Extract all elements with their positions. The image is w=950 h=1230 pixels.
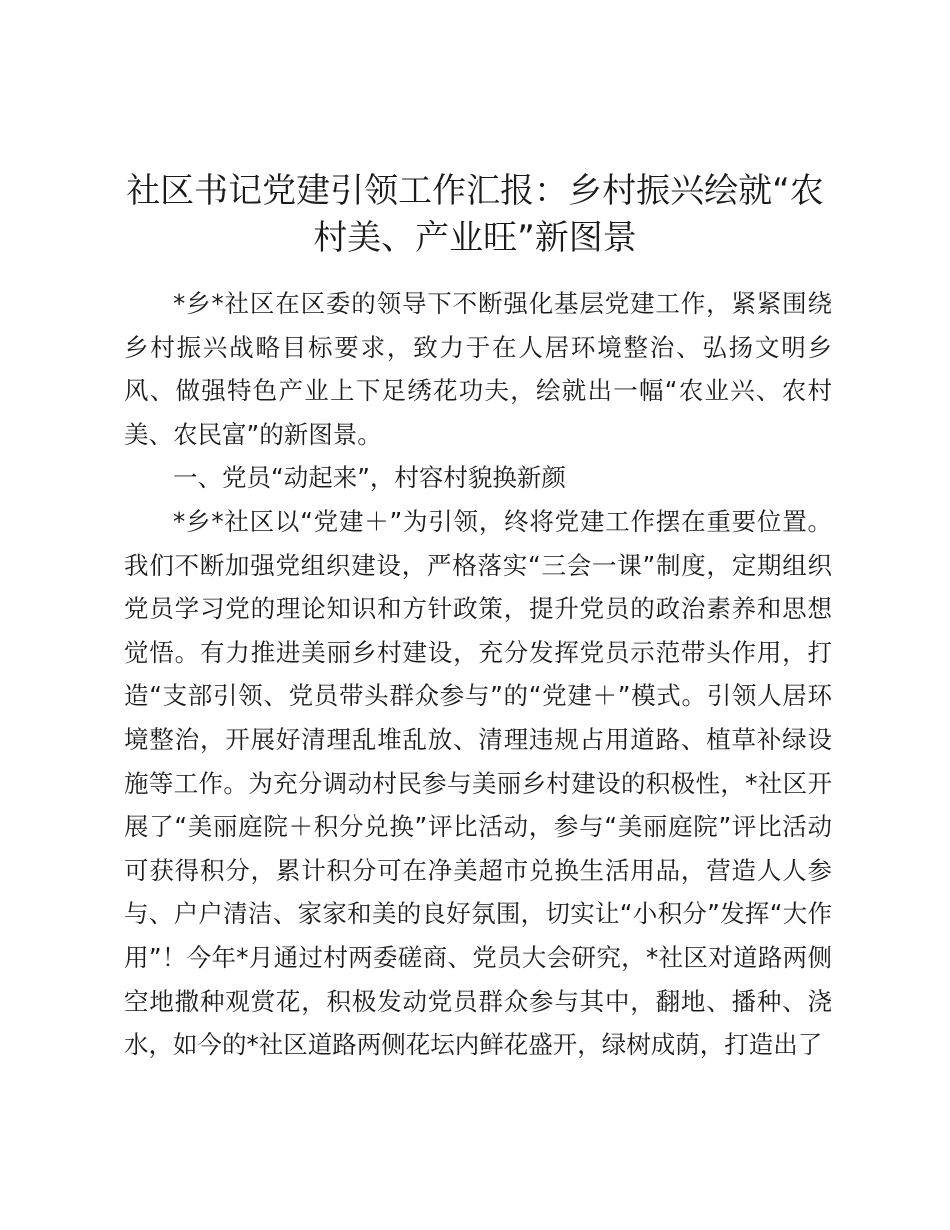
document-title: 社区书记党建引领工作汇报：乡村振兴绘就“农村美、产业旺”新图景	[126, 171, 824, 258]
section-paragraph: *乡*社区以“党建＋”为引领，终将党建工作摆在重要位置。我们不断加强党组织建设，严格落实“三会一课”制度，定期组织党员学习党的理论知识和方针政策，提升党员的政治素养和思想觉悟。有力推进美丽乡村建设，充分发挥党员示范带头作用，打造“支部引领、党员带头群众参与”的“党建＋”模式。引领人居环境整治，开展好清理乱堆乱放、清理违规占用道路、植草补绿设施等工作。为充分调动村民参与美丽乡村建设的积极性，*社区开展了“美丽庭院＋积分兑换”评比活动，参与“美丽庭院”评比活动可获得积分，累计积分可在净美超市兑换生活用品，营造人人参与、户户清洁、家家和美的良好氛围，切实让“小积分”发挥“大作用”！今年*月通过村两委磋商、党员大会研究，*社区对道路两侧空地撒种观赏花，积极发动党员群众参与其中，翻地、播种、浇水，如今的*社区道路两侧花坛内鲜花盛开，绿树成荫，打造出了	[124, 506, 832, 1060]
section-heading: 一、党员“动起来”，村容村貌换新颜	[173, 463, 566, 493]
document-body	[124, 282, 832, 1067]
intro-paragraph: *乡*社区在区委的领导下不断强化基层党建工作，紧紧围绕乡村振兴战略目标要求，致力于在人居环境整治、弘扬文明乡风、做强特色产业上下足绣花功夫，绘就出一幅“农业兴、农村美、农民富”的新图景。	[124, 289, 832, 449]
